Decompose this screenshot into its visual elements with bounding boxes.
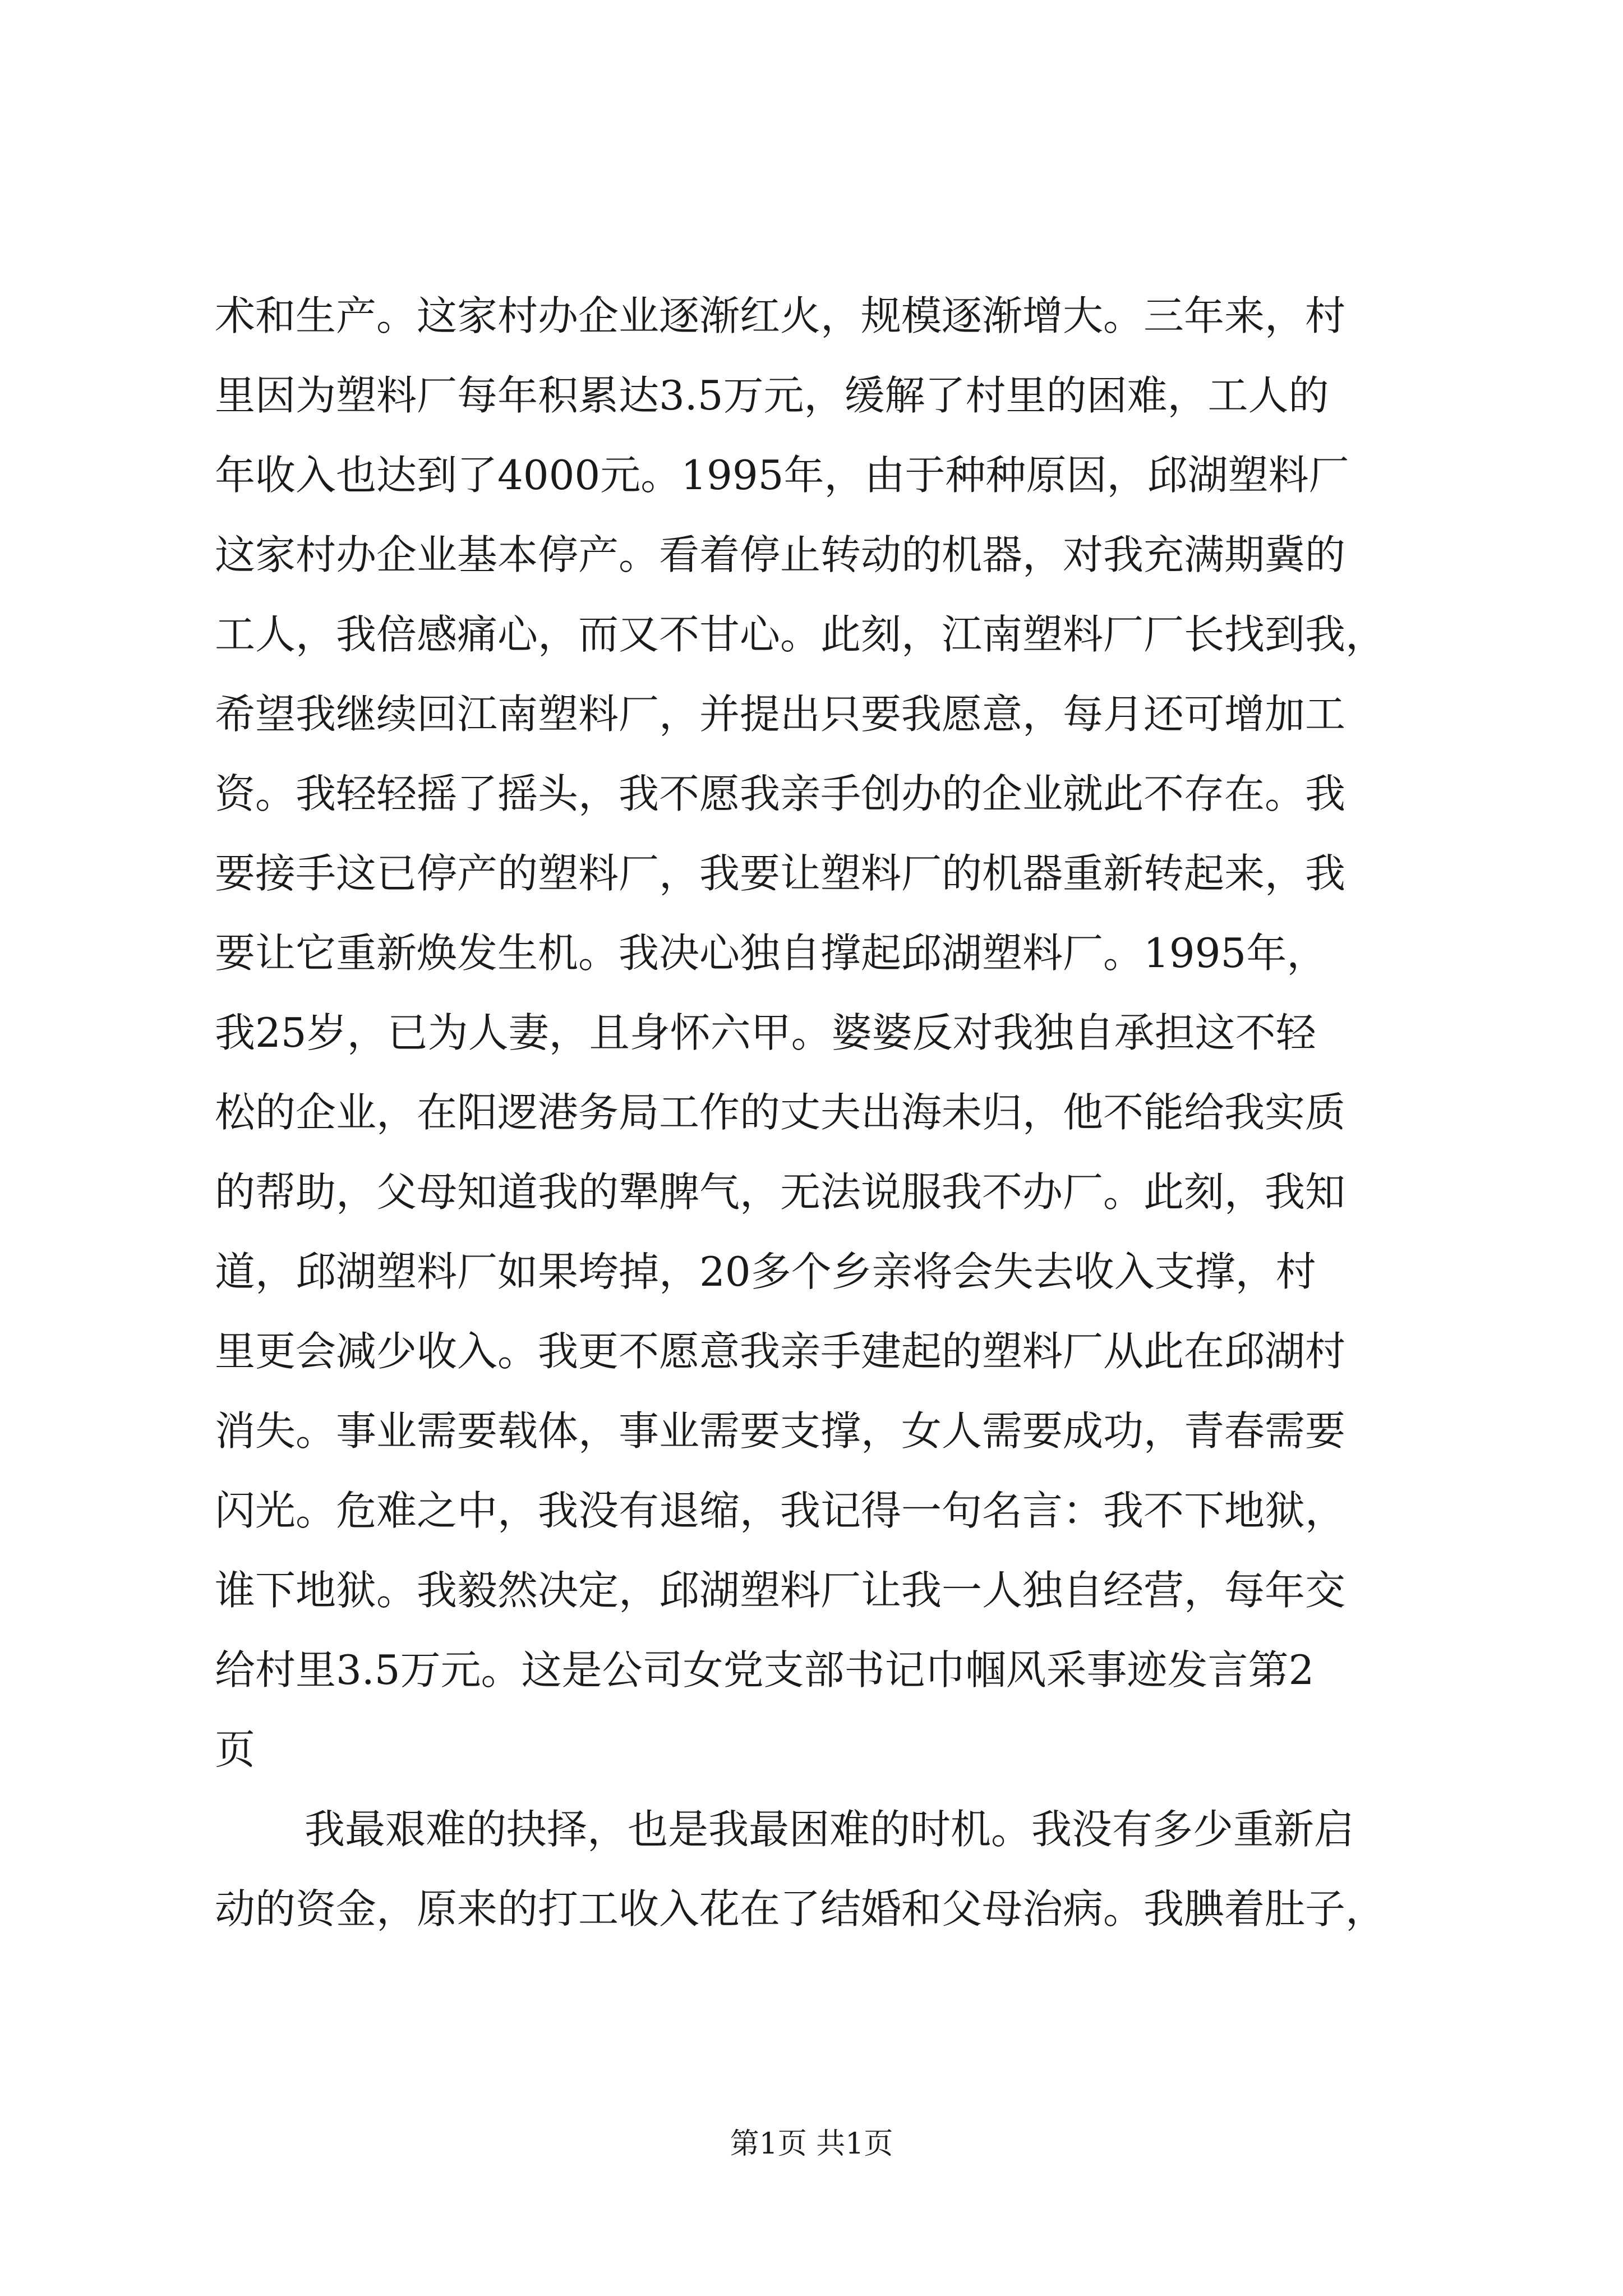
text-line: 里因为塑料厂每年积累达3.5万元，缓解了村里的困难，工人的 — [215, 372, 1329, 419]
page-footer: 第1页 共1页 — [730, 2127, 893, 2161]
text-line: 谁下地狱。我毅然决定，邱湖塑料厂让我一人独自经营，每年交 — [215, 1567, 1346, 1614]
text-line: 要让它重新焕发生机。我决心独自撑起邱湖塑料厂。1995年， — [215, 930, 1327, 977]
text-line: 资。我轻轻摇了摇头，我不愿我亲手创办的企业就此不存在。我 — [215, 770, 1346, 817]
text-line: 要接手这已停产的塑料厂，我要让塑料厂的机器重新转起来，我 — [215, 850, 1346, 897]
text-line: 工人，我倍感痛心，而又不甘心。此刻，江南塑料厂厂长找到我， — [215, 611, 1386, 658]
text-line: 我25岁，已为人妻，且身怀六甲。婆婆反对我独自承担这不轻 — [215, 1009, 1316, 1056]
text-line: 术和生产。这家村办企业逐渐红火，规模逐渐增大。三年来，村 — [215, 292, 1346, 339]
text-line: 希望我继续回江南塑料厂，并提出只要我愿意，每月还可增加工 — [215, 691, 1346, 738]
paragraph-first-line: 我最艰难的抉择，也是我最困难的时机。我没有多少重新启 — [305, 1806, 1355, 1853]
text-line: 里更会减少收入。我更不愿意我亲手建起的塑料厂从此在邱湖村 — [215, 1328, 1346, 1375]
body-text — [215, 292, 1421, 1964]
text-line: 页 — [215, 1726, 256, 1773]
text-line: 松的企业，在阳逻港务局工作的丈夫出海未归，他不能给我实质 — [215, 1089, 1346, 1136]
text-line: 道，邱湖塑料厂如果垮掉，20多个乡亲将会失去收入支撑，村 — [215, 1248, 1316, 1295]
text-line: 的帮助，父母知道我的犟脾气，无法说服我不办厂。此刻，我知 — [215, 1168, 1346, 1216]
text-line: 这家村办企业基本停产。看着停止转动的机器，对我充满期冀的 — [215, 531, 1346, 578]
text-line: 闪光。危难之中，我没有退缩，我记得一句名言：我不下地狱， — [215, 1487, 1346, 1534]
text-line: 消失。事业需要载体，事业需要支撑，女人需要成功，青春需要 — [215, 1407, 1346, 1455]
text-line: 给村里3.5万元。这是公司女党支部书记巾帼风采事迹发言第2 — [215, 1646, 1315, 1694]
text-line: 年收入也达到了4000元。1995年，由于种种原因，邱湖塑料厂 — [215, 452, 1349, 499]
text-line: 动的资金，原来的打工收入花在了结婚和父母治病。我腆着肚子， — [215, 1885, 1386, 1932]
